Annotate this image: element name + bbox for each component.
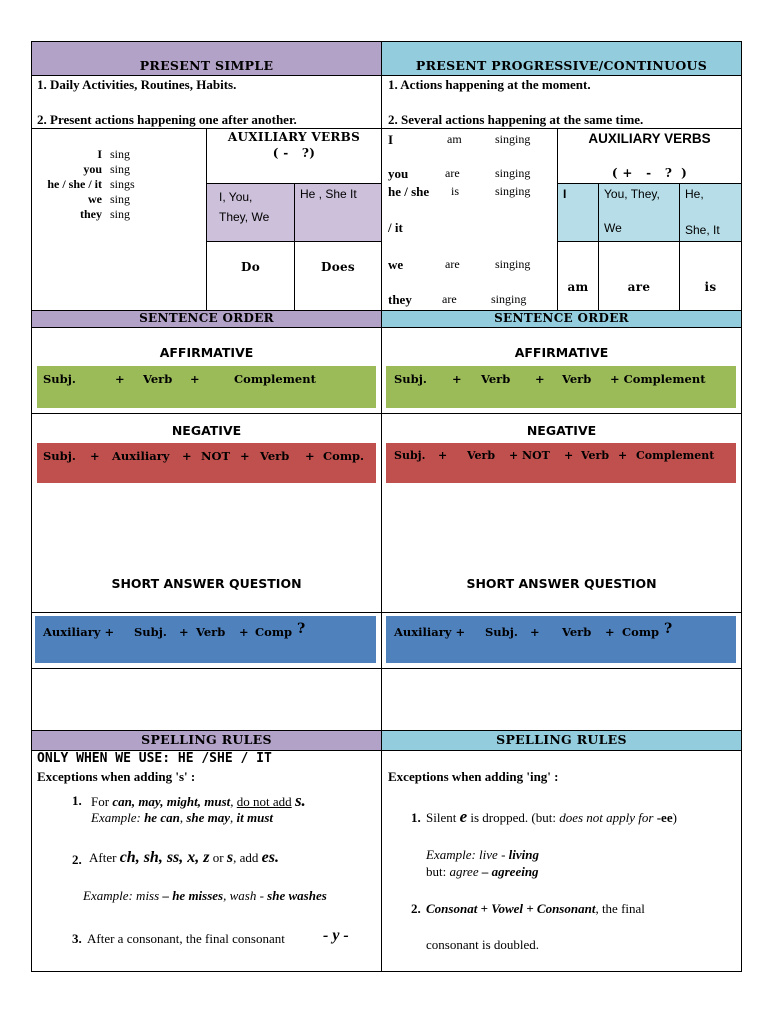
left-spelling-title: SPELLING RULES [32, 731, 381, 750]
left-aux-col1: I, You, They, We [219, 190, 270, 224]
left-aux-signs: ( - ?) [272, 146, 316, 160]
left-rule2-example: Example: miss – he misses, wash - she washes [83, 888, 327, 903]
left-aux-does: Does [320, 260, 355, 274]
right-aux-col2: You, They, We [604, 187, 660, 235]
right-aux-col3: He, She, It [685, 187, 720, 237]
right-aux-signs: ( + - ? ) [611, 166, 688, 180]
right-negative-formula: Subj. + Verb + NOT + Verb + Complement [386, 443, 736, 483]
rule [31, 612, 742, 613]
left-rule2-text: After ch, sh, ss, x, z or s, add es. [89, 849, 279, 866]
right-row-they-verb: singing [491, 292, 527, 306]
right-short-answer: SHORT ANSWER QUESTION [466, 576, 657, 591]
left-negative-formula: Subj. + Auxiliary + NOT + Verb + Comp. [37, 443, 376, 483]
center-divider [381, 41, 382, 972]
right-negative: NEGATIVE [526, 423, 597, 438]
left-short-answer: SHORT ANSWER QUESTION [111, 576, 302, 591]
right-rule2-text: Consonat + Vowel + Consonant, the final [426, 901, 645, 916]
right-title: PRESENT PROGRESSIVE/CONTINUOUS [382, 42, 741, 75]
left-affirmative-formula: Subj. + Verb + Complement [37, 366, 376, 408]
right-row-we-verb: singing [495, 257, 531, 271]
right-row-you-verb: singing [495, 166, 531, 180]
right-row-we: we [388, 257, 404, 272]
left-pronoun-list [32, 147, 202, 222]
right-row-i: I [388, 132, 394, 147]
rule [31, 75, 742, 76]
rule [31, 128, 742, 129]
left-rule2-num: 2. [72, 852, 82, 867]
right-row-it: / it [388, 220, 403, 235]
left-rule3-y: - y - [323, 927, 349, 944]
left-affirmative: AFFIRMATIVE [159, 345, 254, 360]
right-affirmative: AFFIRMATIVE [514, 345, 609, 360]
left-aux-title: AUXILIARY VERBS [227, 130, 361, 144]
rule [31, 327, 742, 328]
left-aux-do: Do [240, 260, 260, 274]
right-row-he-verb: singing [495, 184, 531, 198]
right-exceptions: Exceptions when adding 'ing' : [388, 769, 559, 784]
right-row-he: he / she [388, 184, 430, 199]
right-aux-is: is [704, 280, 717, 294]
pronoun-row: they sing [80, 207, 131, 221]
right-aux-col1: I [563, 187, 567, 201]
right-aux-title: AUXILIARY VERBS [588, 131, 711, 146]
rule [557, 183, 742, 184]
right-row-i-aux: am [447, 132, 462, 146]
right-use-2: 2. Several actions happening at the same time. [388, 112, 644, 127]
right-row-they: they [388, 292, 412, 307]
right-row-we-aux: are [445, 257, 460, 271]
rule [557, 241, 742, 242]
left-rule1-text: For can, may, might, must, do not add s. [91, 791, 306, 810]
left-only-when: ONLY WHEN WE USE: HE /SHE / IT [37, 751, 272, 766]
rule [31, 668, 742, 669]
right-use-1: 1. Actions happening at the moment. [388, 77, 591, 92]
left-rule3-text: After a consonant, the final consonant [87, 931, 285, 946]
right-rule1-text: Silent e is dropped. (but: does not apply for -ee) [426, 807, 677, 826]
pronoun-row: he / she / it sings [47, 177, 135, 191]
left-exceptions: Exceptions when adding 's' : [37, 769, 196, 784]
pronoun-row: we sing [88, 192, 131, 206]
right-aux-am: am [567, 280, 589, 294]
right-example-2: but: agree – agreeing [426, 864, 539, 879]
right-aux-are: are [627, 280, 651, 294]
left-rule3-num: 3. [72, 931, 82, 946]
rule [31, 413, 742, 414]
right-rule2-num: 2. [411, 901, 421, 916]
right-row-he-aux: is [451, 184, 460, 198]
left-negative: NEGATIVE [171, 423, 242, 438]
pronoun-row: you sing [83, 162, 131, 176]
left-rule1-example: Example: he can, she may, it must [91, 810, 274, 825]
right-spelling-title: SPELLING RULES [382, 731, 741, 750]
left-aux-col2: He , She It [300, 187, 357, 201]
left-sentence-order: SENTENCE ORDER [32, 311, 381, 327]
right-example-1: Example: live - living [426, 847, 539, 862]
right-row-i-verb: singing [495, 132, 531, 146]
right-row-you: you [388, 166, 409, 181]
right-question-formula: Auxiliary + Subj. + Verb + Comp ? [386, 616, 736, 663]
rule [294, 183, 295, 310]
left-use-1: 1. Daily Activities, Routines, Habits. [37, 77, 237, 92]
pronoun-row: I sing [97, 147, 131, 161]
right-sentence-order: SENTENCE ORDER [382, 311, 741, 327]
right-row-you-aux: are [445, 166, 460, 180]
right-rule2-line2: consonant is doubled. [426, 937, 540, 952]
left-use-2: 2. Present actions happening one after another. [37, 112, 297, 127]
left-rule1-num: 1. [72, 793, 82, 808]
left-question-formula: Auxiliary + Subj. + Verb + Comp ? [35, 616, 376, 663]
right-row-they-aux: are [442, 292, 457, 306]
left-title: PRESENT SIMPLE [32, 42, 381, 75]
right-rule1-num: 1. [411, 810, 421, 825]
right-affirmative-formula: Subj. + Verb + Verb + Complement [386, 366, 736, 408]
